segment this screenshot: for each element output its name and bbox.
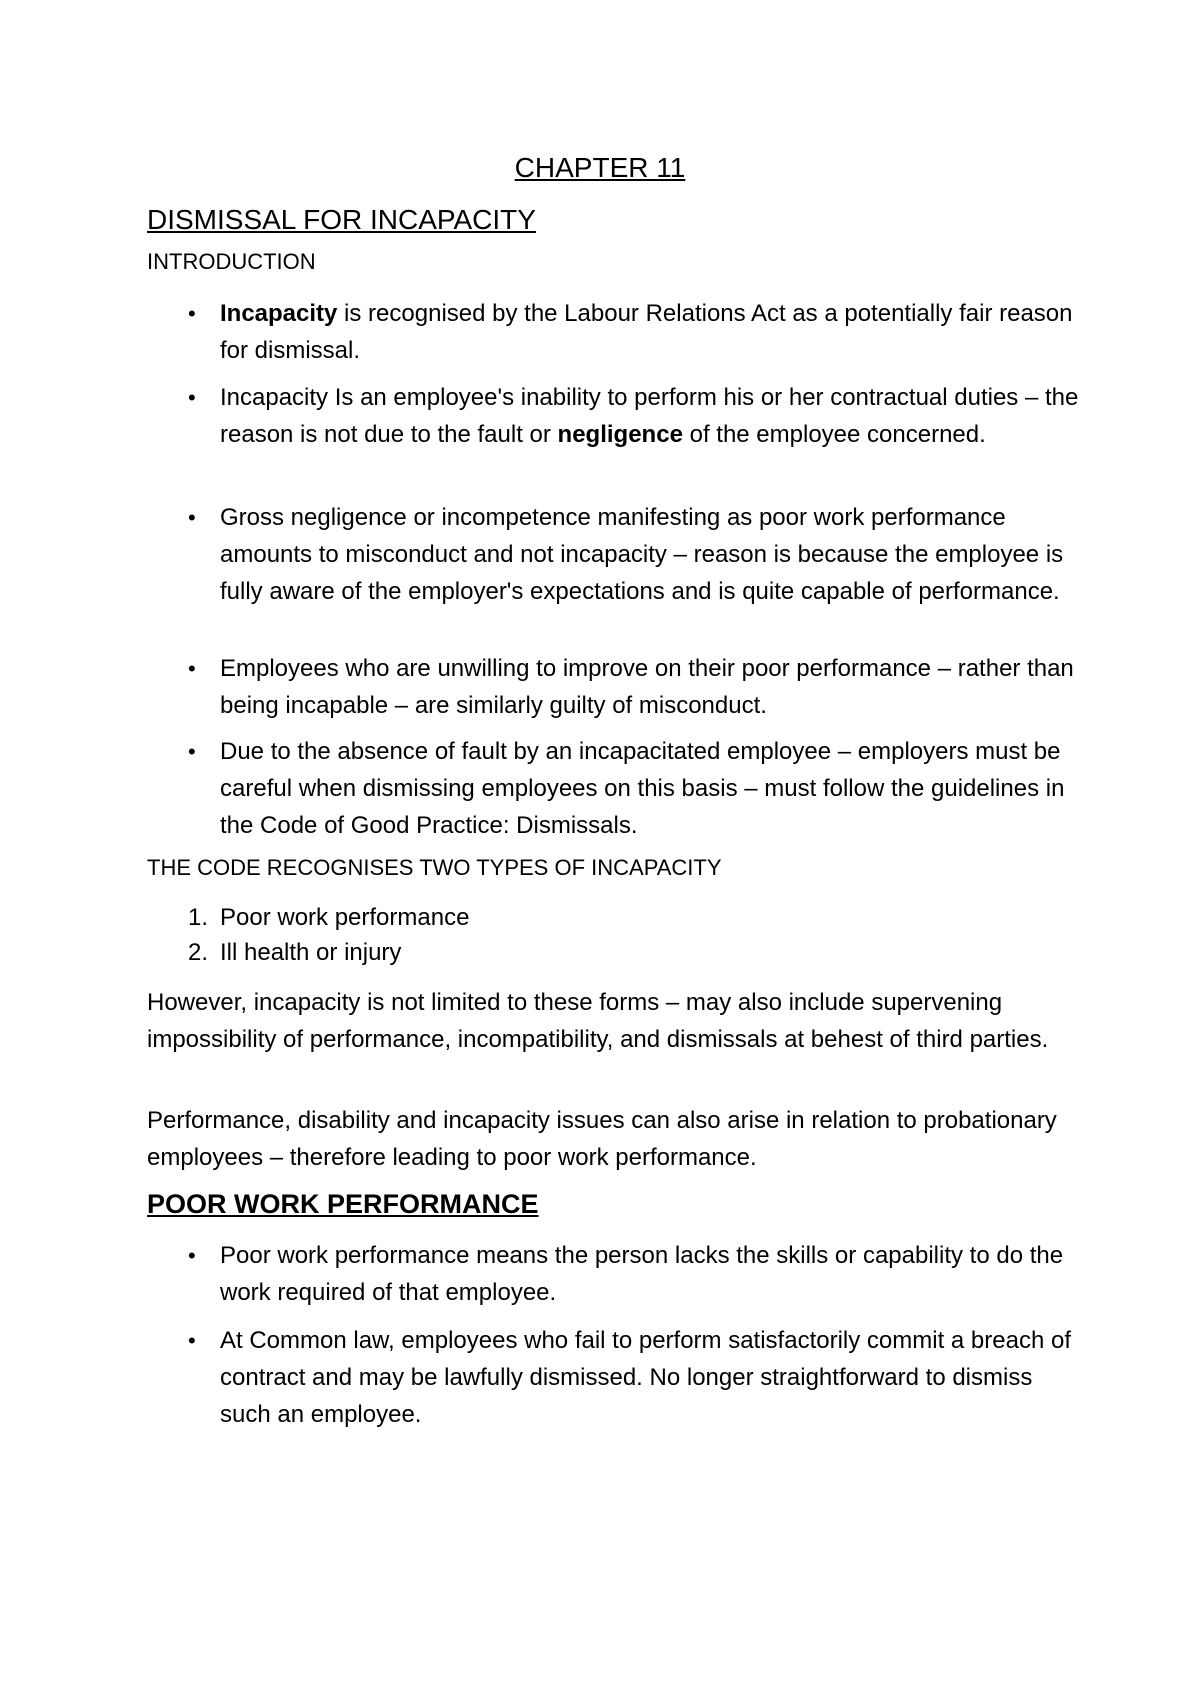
- intro-bullet-5: Due to the absence of fault by an incapacitated employee – employers must be careful when dismissing employees on this basis – must follow the guidelines in the Code of Good Practice: Dismissals.: [220, 738, 1065, 839]
- list-number: 2.: [187, 939, 208, 966]
- list-item: Ill health or injury: [220, 939, 402, 966]
- intro-bullet-4: Employees who are unwilling to improve on their poor performance – rather than being incapable – are similarly guilty of misconduct.: [220, 655, 1074, 719]
- list-item: Poor work performance: [220, 904, 470, 931]
- bullet-text: Incapacity Is an employee's inability to perform his or her contractual duties – the reason is not due to the fault or: [220, 384, 1079, 448]
- section-bullet-2: At Common law, employees who fail to perform satisfactorily commit a breach of contract and may be lawfully dismissed. No longer straightforward to dismiss such an employee.: [220, 1327, 1071, 1428]
- list-number: 1.: [187, 904, 208, 931]
- bold-term: Incapacity: [220, 300, 338, 327]
- intro-bullet-1: [220, 295, 1080, 369]
- bullet-marker: •: [188, 505, 196, 530]
- paragraph-2: Performance, disability and incapacity issues can also arise in relation to probationary employees – therefore leading to poor work performance.: [147, 1107, 1057, 1171]
- bold-term: negligence: [557, 421, 683, 448]
- chapter-number: CHAPTER 11: [514, 152, 686, 183]
- intro-bullet-3: Gross negligence or incompetence manifesting as poor work performance amounts to misconduct and not incapacity – reason is because the employee is fully aware of the employer's expectations and is quite capable of performance.: [220, 504, 1064, 605]
- intro-heading: INTRODUCTION: [147, 249, 316, 274]
- section-bullet-1: Poor work performance means the person lacks the skills or capability to do the work required of that employee.: [220, 1242, 1064, 1306]
- bullet-marker: •: [188, 1328, 196, 1353]
- intro-bullet-2: [220, 379, 1080, 453]
- bullet-marker: •: [188, 739, 196, 764]
- section-heading: POOR WORK PERFORMANCE: [147, 1189, 539, 1219]
- bullet-marker: •: [188, 301, 196, 326]
- bullet-marker: •: [188, 385, 196, 410]
- chapter-title: DISMISSAL FOR INCAPACITY: [147, 204, 536, 235]
- paragraph-1: However, incapacity is not limited to these forms – may also include supervening impossibility of performance, incompatibility, and dismissals at behest of third parties.: [147, 989, 1049, 1053]
- bullet-text: of the employee concerned.: [682, 421, 986, 448]
- code-heading: THE CODE RECOGNISES TWO TYPES OF INCAPACITY: [147, 855, 722, 880]
- bullet-text: is recognised by the Labour Relations Act as a potentially fair reason for dismissal.: [220, 300, 1073, 364]
- bullet-marker: •: [188, 1243, 196, 1268]
- bullet-marker: •: [188, 656, 196, 681]
